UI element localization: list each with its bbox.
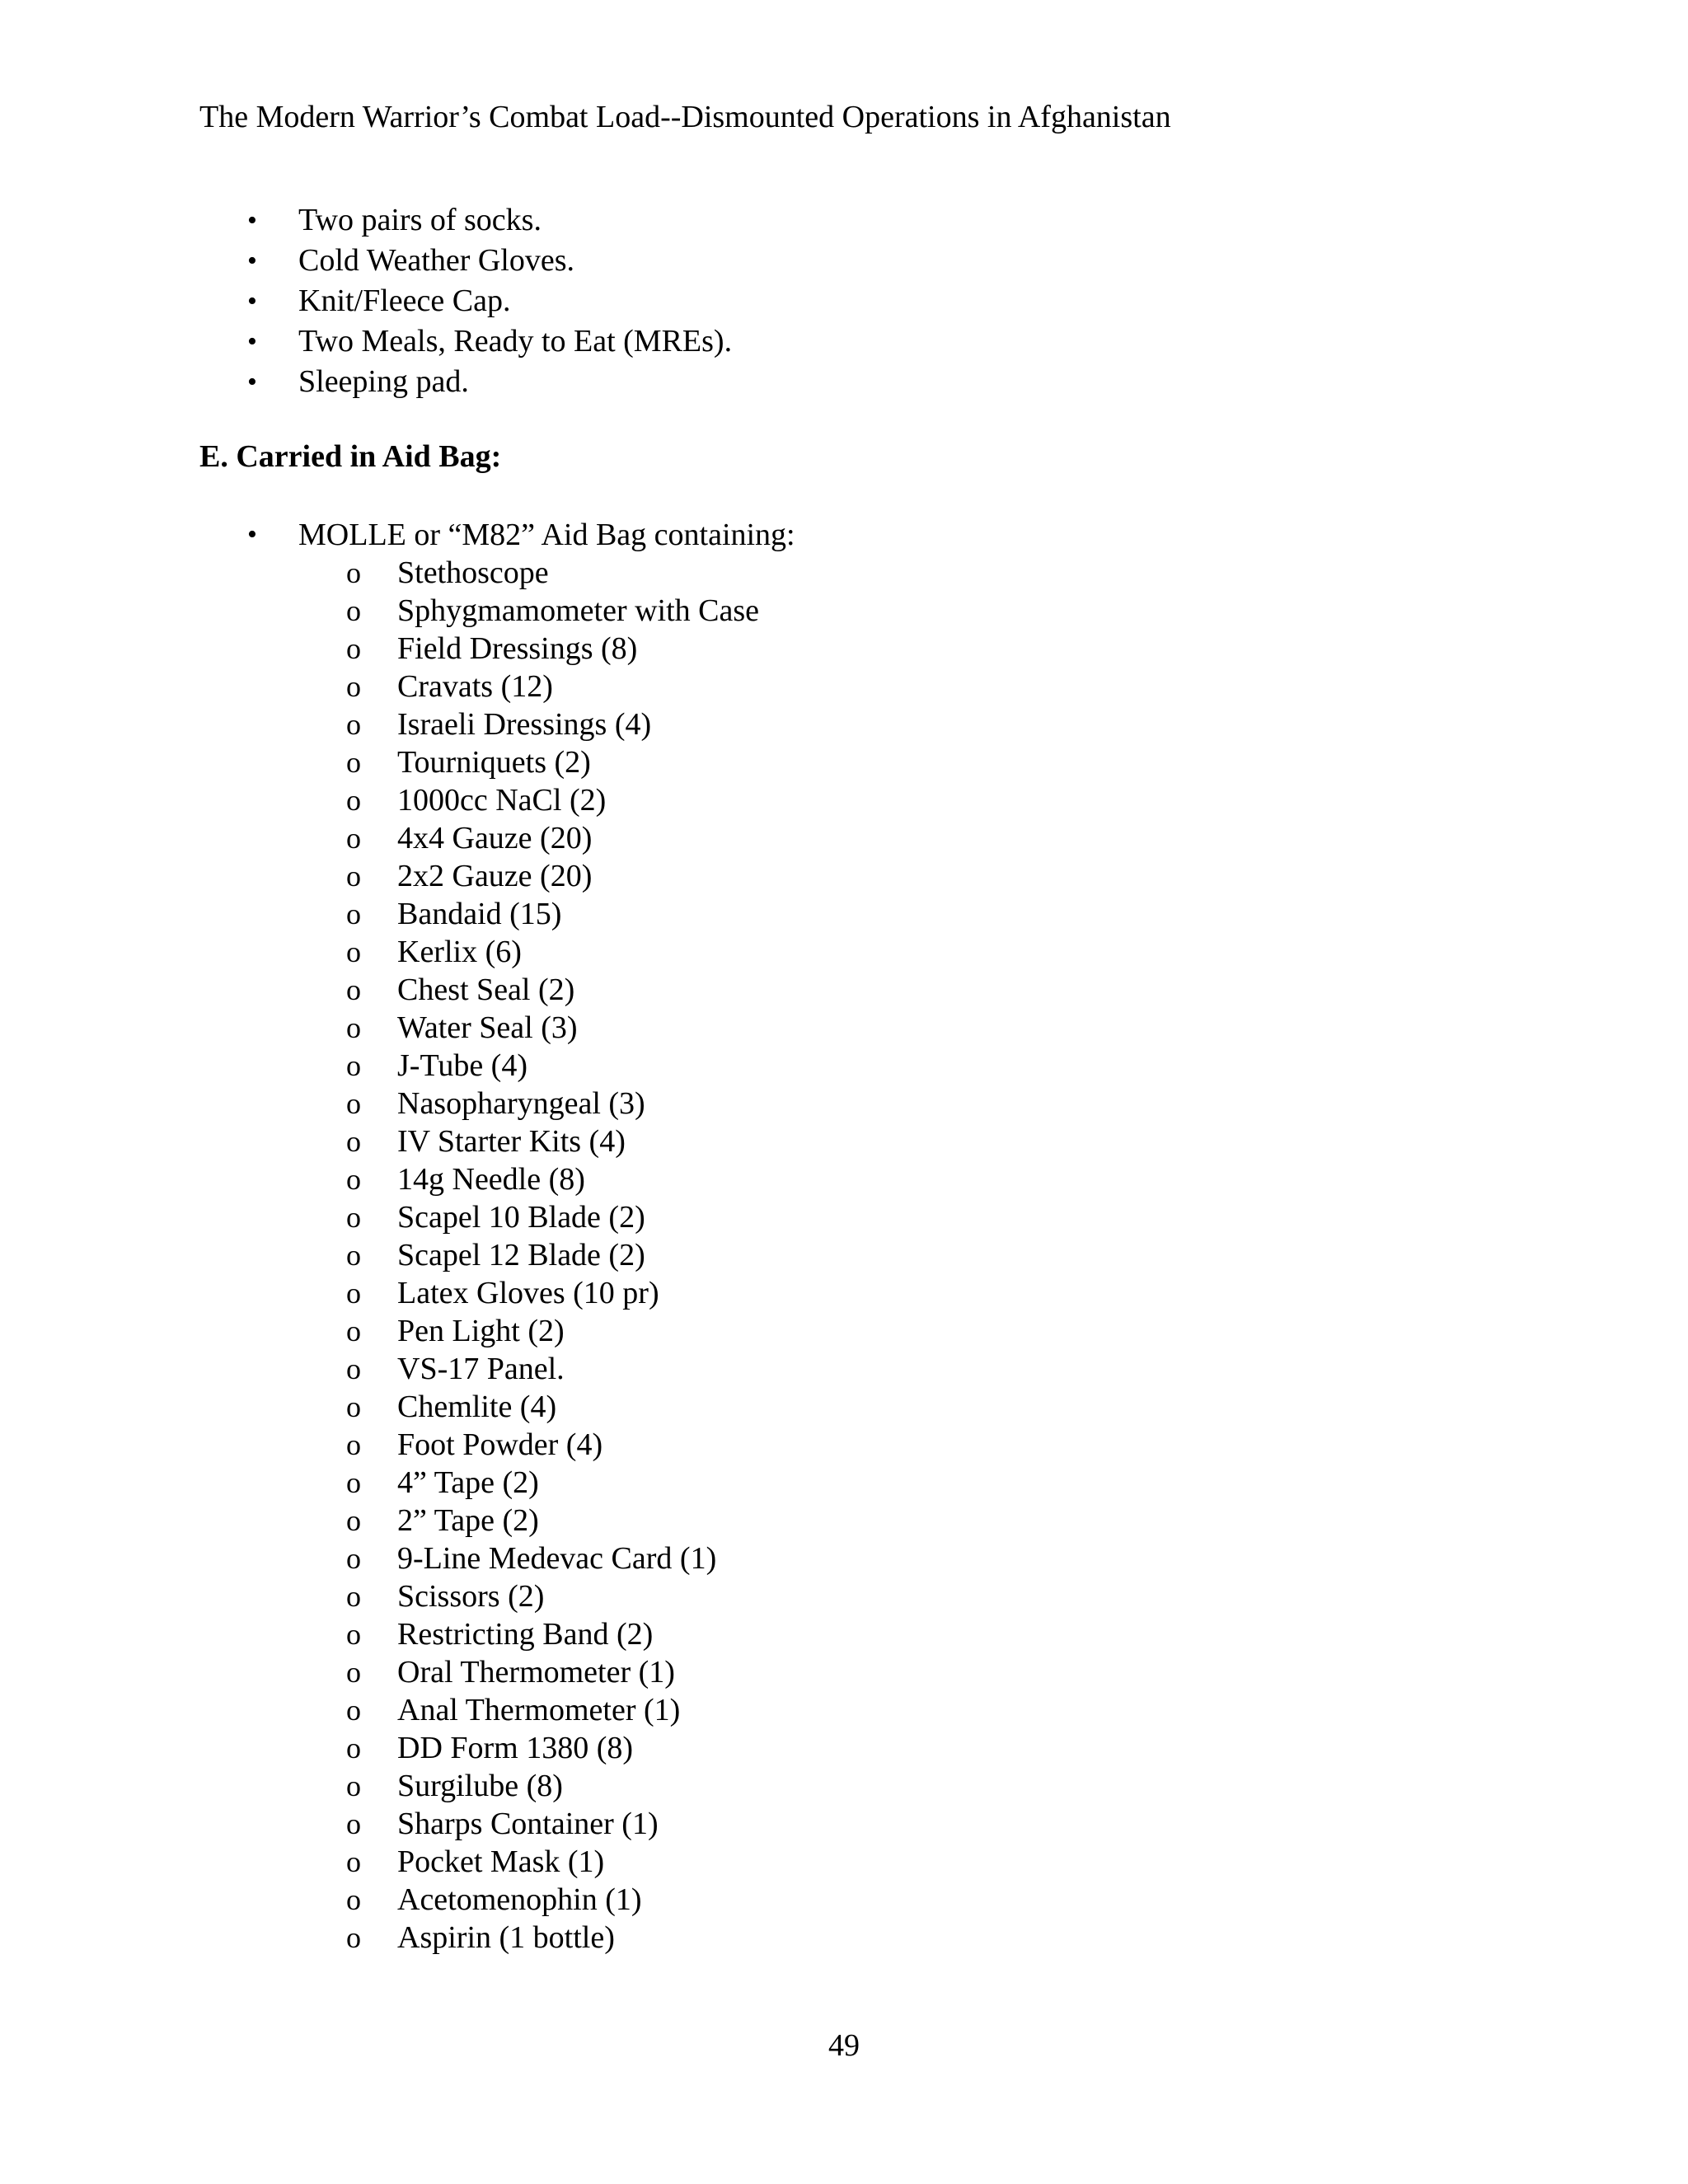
circle-bullet-icon: o [346,1618,361,1651]
sub-list-item-text: Pen Light (2) [397,1314,565,1348]
list-item-text: Knit/Fleece Cap. [298,284,511,318]
page-number: 49 [828,2028,860,2063]
bullet-icon: • [247,205,257,236]
circle-bullet-icon: o [346,670,361,703]
sub-list-item-text: 4” Tape (2) [397,1465,539,1500]
sub-list-item-text: 9-Line Medevac Card (1) [397,1541,717,1576]
running-header: The Modern Warrior’s Combat Load--Dismounted Operations in Afghanistan [199,100,1171,134]
sub-list-item-text: IV Starter Kits (4) [397,1124,626,1159]
circle-bullet-icon: o [346,935,361,968]
bullet-icon: • [247,286,257,316]
sub-list-item-text: Acetomenophin (1) [397,1882,642,1917]
circle-bullet-icon: o [346,1504,361,1537]
circle-bullet-icon: o [346,1390,361,1423]
sub-list-item-text: Scapel 12 Blade (2) [397,1238,645,1272]
circle-bullet-icon: o [346,1883,361,1916]
circle-bullet-icon: o [346,1087,361,1120]
sub-list-item-text: DD Form 1380 (8) [397,1731,634,1765]
sub-list-item-text: Stethoscope [397,555,549,590]
circle-bullet-icon: o [346,784,361,817]
sub-list-item-text: Chest Seal (2) [397,972,575,1007]
circle-bullet-icon: o [346,556,361,589]
bullet-icon: • [247,519,257,550]
sub-list-item-text: Kerlix (6) [397,935,522,969]
bullet-icon: • [247,326,257,357]
circle-bullet-icon: o [346,1807,361,1840]
list-item-text: Two Meals, Ready to Eat (MREs). [298,324,733,359]
circle-bullet-icon: o [346,822,361,855]
circle-bullet-icon: o [346,594,361,627]
sub-list-item-text: Pocket Mask (1) [397,1844,605,1879]
sub-list-item-text: Bandaid (15) [397,897,562,931]
aid-bag-label: MOLLE or “M82” Aid Bag containing: [298,518,795,552]
sub-list-item-text: 1000cc NaCl (2) [397,783,607,818]
sub-list-item-text: Scapel 10 Blade (2) [397,1200,645,1235]
section-heading: E. Carried in Aid Bag: [199,439,502,474]
circle-bullet-icon: o [346,1239,361,1272]
circle-bullet-icon: o [346,746,361,779]
circle-bullet-icon: o [346,1580,361,1613]
circle-bullet-icon: o [346,898,361,930]
sub-list-item-text: Foot Powder (4) [397,1427,603,1462]
circle-bullet-icon: o [346,1732,361,1765]
sub-list-item-text: 2” Tape (2) [397,1503,539,1538]
sub-list-item-text: Surgilube (8) [397,1769,563,1803]
circle-bullet-icon: o [346,1656,361,1689]
circle-bullet-icon: o [346,1011,361,1044]
sub-list-item-text: Sharps Container (1) [397,1807,659,1841]
sub-list-item-text: Nasopharyngeal (3) [397,1086,645,1121]
sub-list-item-text: Field Dressings (8) [397,631,638,666]
circle-bullet-icon: o [346,1845,361,1878]
bullet-icon: • [247,367,257,397]
circle-bullet-icon: o [346,1694,361,1727]
circle-bullet-icon: o [346,1921,361,1954]
circle-bullet-icon: o [346,1125,361,1158]
sub-list-item-text: 2x2 Gauze (20) [397,859,593,893]
circle-bullet-icon: o [346,1201,361,1234]
sub-list-item-text: Israeli Dressings (4) [397,707,652,742]
list-item-text: Sleeping pad. [298,364,469,399]
list-item-text: Two pairs of socks. [298,203,542,237]
sub-list-item-text: Water Seal (3) [397,1010,578,1045]
circle-bullet-icon: o [346,1315,361,1347]
sub-list-item-text: Oral Thermometer (1) [397,1655,675,1690]
circle-bullet-icon: o [346,708,361,741]
sub-list-item-text: VS-17 Panel. [397,1352,565,1386]
sub-list-item-text: Sphygmamometer with Case [397,593,760,628]
sub-list-item-text: Aspirin (1 bottle) [397,1920,615,1955]
circle-bullet-icon: o [346,1049,361,1082]
circle-bullet-icon: o [346,860,361,893]
circle-bullet-icon: o [346,1542,361,1575]
sub-list-item-text: 4x4 Gauze (20) [397,821,593,855]
circle-bullet-icon: o [346,1769,361,1802]
sub-list-item-text: 14g Needle (8) [397,1162,585,1197]
circle-bullet-icon: o [346,973,361,1006]
sub-list-item-text: Scissors (2) [397,1579,545,1614]
bullet-icon: • [247,246,257,276]
sub-list-item-text: Chemlite (4) [397,1390,557,1424]
sub-list-item-text: Cravats (12) [397,669,553,704]
circle-bullet-icon: o [346,1277,361,1310]
sub-list-item-text: Tourniquets (2) [397,745,591,780]
circle-bullet-icon: o [346,632,361,665]
sub-list-item-text: Latex Gloves (10 pr) [397,1276,659,1310]
sub-list-item-text: J-Tube (4) [397,1048,528,1083]
circle-bullet-icon: o [346,1428,361,1461]
circle-bullet-icon: o [346,1466,361,1499]
circle-bullet-icon: o [346,1163,361,1196]
sub-list-item-text: Anal Thermometer (1) [397,1693,681,1727]
sub-list-item-text: Restricting Band (2) [397,1617,654,1652]
list-item-text: Cold Weather Gloves. [298,243,575,278]
circle-bullet-icon: o [346,1352,361,1385]
